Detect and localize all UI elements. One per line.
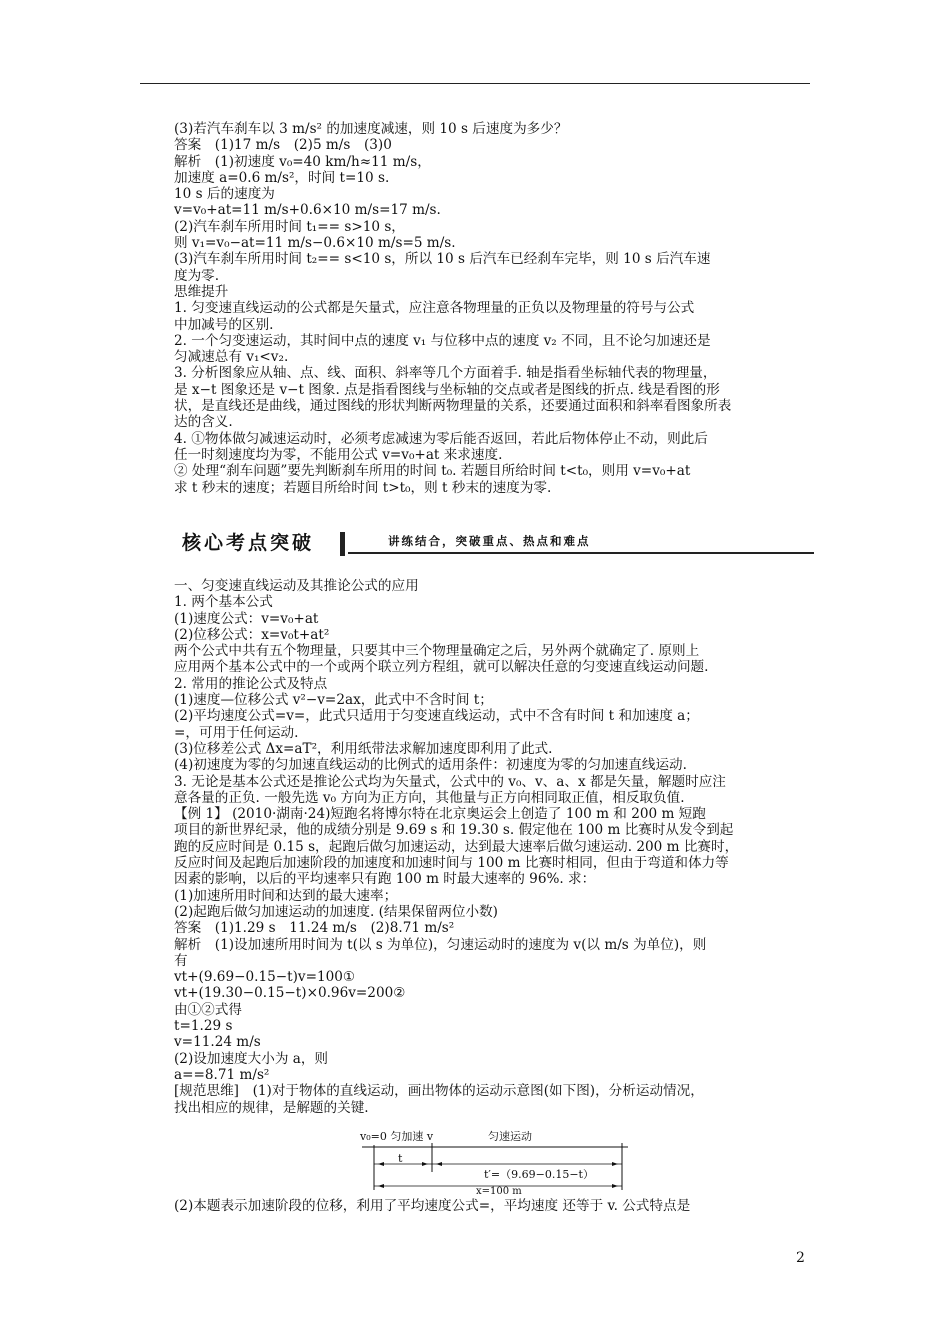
- text-line: 【例 1】 (2010·湖南·24)短跑名将博尔特在北京奥运会上创造了 100 m 和 200 m 短跑: [174, 806, 706, 823]
- text-line: 2. 常用的推论公式及特点: [174, 675, 328, 692]
- text-line: 匀减速总有 v₁<v₂.: [174, 349, 289, 366]
- closing-text: [174, 1198, 814, 1214]
- banner-divider: [340, 532, 345, 556]
- header-rule: [140, 83, 810, 84]
- text-line: 应用两个基本公式中的一个或两个联立列方程组，就可以解决任意的匀变速直线运动问题.: [174, 659, 709, 676]
- text-line: vt+(9.69−0.15−t)v=100①: [174, 969, 356, 986]
- text-line: (3)位移差公式 Δx=aT²，利用纸带法求解加速度即利用了此式.: [174, 740, 553, 757]
- text-line: 答案 (1)17 m/s (2)5 m/s (3)0: [174, 137, 392, 154]
- text-line: (2)设加速度大小为 a，则: [174, 1050, 329, 1067]
- text-line: 10 s 后的速度为: [174, 186, 275, 203]
- text-line: (2)平均速度公式=v=，此式只适用于匀变速直线运动，式中不含有时间 t 和加速度 a；: [174, 708, 699, 725]
- text-line: v=v₀+at=11 m/s+0.6×10 m/s=17 m/s.: [174, 202, 441, 219]
- diagram-label-tprime: t′=（9.69−0.15−t）: [484, 1168, 594, 1181]
- text-line: 加速度 a=0.6 m/s²，时间 t=10 s.: [174, 169, 390, 186]
- text-line: (1)速度公式：v=v₀+at: [174, 610, 319, 627]
- text-line: ② 处理“刹车问题”要先判断刹车所用的时间 t₀. 若题目所给时间 t<t₀，则用 v=v₀+at: [174, 463, 691, 480]
- diagram-label-uniform: 匀速运动: [488, 1130, 532, 1143]
- text-line: (2)汽车刹车所用时间 t₁== s>10 s，: [174, 218, 405, 235]
- text-line: vt+(19.30−0.15−t)×0.96v=200②: [174, 985, 406, 1002]
- text-line: 有: [174, 952, 188, 969]
- diagram-label-x: x=100 m: [476, 1186, 522, 1197]
- text-line: (3)若汽车刹车以 3 m/s² 的加速度减速，则 10 s 后速度为多少？: [174, 121, 568, 137]
- text-line: =，可用于任何运动.: [174, 724, 299, 741]
- diagram-label-start: v₀=0 匀加速 v: [360, 1130, 434, 1143]
- text-line: 意各量的正负. 一般先选 v₀ 方向为正方向，其他量与正方向相同取正值，相反取负值.: [174, 789, 685, 806]
- text-line: a==8.71 m/s²: [174, 1066, 270, 1083]
- page-number: 2: [796, 1250, 805, 1266]
- text-line: 一、匀变速直线运动及其推论公式的应用: [174, 578, 419, 594]
- text-line: (1)速度—位移公式 v²−v=2ax，此式中不含时间 t；: [174, 692, 493, 709]
- text-line: 跑的反应时间是 0.15 s，起跑后做匀加速运动，达到最大速率后做匀速运动. 200 m 比赛时，: [174, 838, 739, 855]
- text-line: v=11.24 m/s: [174, 1034, 261, 1051]
- text-line: 找出相应的规律，是解题的关键.: [174, 1099, 369, 1116]
- text-line: 1. 两个基本公式: [174, 594, 273, 611]
- text-line: 反应时间及起跑后加速阶段的加速度和加速时间与 100 m 比赛时相同，但由于弯道和体力等: [174, 855, 729, 872]
- text-line: 任一时刻速度均为零，不能用公式 v=v₀+at 来求速度.: [174, 446, 503, 463]
- text-line: 解析 (1)设加速所用时间为 t(以 s 为单位)，匀速运动时的速度为 v(以 m/s 为单位)，则: [174, 936, 707, 953]
- text-line: 中加减号的区别.: [174, 316, 274, 333]
- text-line: (2)本题表示加速阶段的位移，利用了平均速度公式=，平均速度 还等于 v. 公式特点是: [174, 1198, 691, 1214]
- text-line: (4)初速度为零的匀加速直线运动的比例式的适用条件：初速度为零的匀加速直线运动.: [174, 757, 687, 774]
- text-line: 解析 (1)初速度 v₀=40 km/h≈11 m/s，: [174, 153, 431, 170]
- core-points-text: [174, 578, 814, 1116]
- text-line: (2)位移公式：x=v₀t+at²: [174, 626, 330, 643]
- banner-title: 核心考点突破: [182, 532, 315, 554]
- text-line: 项目的新世界纪录，他的成绩分别是 9.69 s 和 19.30 s. 假定他在 100 m 比赛时从发令到起: [174, 822, 734, 839]
- text-line: [规范思维] (1)对于物体的直线运动，画出物体的运动示意图(如下图)，分析运动情况，: [174, 1083, 704, 1100]
- text-line: 度为零.: [174, 267, 220, 284]
- text-line: 2. 一个匀变速运动，其时间中点的速度 v₁ 与位移中点的速度 v₂ 不同，且不论匀加速还是: [174, 332, 711, 349]
- text-line: 由①②式得: [174, 1001, 242, 1018]
- text-line: 1. 匀变速直线运动的公式都是矢量式，应注意各物理量的正负以及物理量的符号与公式: [174, 300, 695, 317]
- text-line: (2)起跑后做匀加速运动的加速度. (结果保留两位小数): [174, 903, 498, 920]
- text-line: 3. 分析图象应从轴、点、线、面积、斜率等几个方面着手. 轴是指看坐标轴代表的物理量，: [174, 365, 717, 382]
- text-line: 3. 无论是基本公式还是推论公式均为矢量式，公式中的 v₀、v、a、x 都是矢量，解题时应注: [174, 773, 726, 790]
- text-line: (1)加速所用时间和达到的最大速率；: [174, 887, 398, 904]
- banner-underline: [348, 552, 814, 554]
- section-banner: [174, 530, 814, 556]
- banner-subtitle: 讲练结合，突破重点、热点和难点: [388, 534, 591, 548]
- text-line: 则 v₁=v₀−at=11 m/s−0.6×10 m/s=5 m/s.: [174, 235, 456, 252]
- text-line: 答案 (1)1.29 s 11.24 m/s (2)8.71 m/s²: [174, 920, 455, 937]
- text-line: 求 t 秒末的速度；若题目所给时间 t>t₀，则 t 秒末的速度为零.: [174, 479, 552, 496]
- diagram-label-t: t: [398, 1152, 403, 1165]
- text-line: 达的含义.: [174, 414, 233, 431]
- solution-and-summary-text: [174, 121, 814, 496]
- text-line: 因素的影响，以后的平均速率只有跑 100 m 时最大速率的 96%. 求：: [174, 871, 596, 888]
- text-line: 是 x−t 图象还是 v−t 图象. 点是指看图线与坐标轴的交点或者是图线的折点. 线是看图的形: [174, 381, 720, 398]
- text-line: t=1.29 s: [174, 1018, 233, 1035]
- text-line: 4. ①物体做匀减速运动时，必须考虑减速为零后能否返回，若此后物体停止不动，则此后: [174, 430, 708, 447]
- text-line: 思维提升: [174, 283, 229, 300]
- text-line: 两个公式中共有五个物理量，只要其中三个物理量确定之后，另外两个就确定了. 原则上: [174, 643, 700, 660]
- text-line: 状，是直线还是曲线，通过图线的形状判断两物理量的关系，还要通过面积和斜率看图象所表: [174, 398, 732, 415]
- text-line: (3)汽车刹车所用时间 t₂== s<10 s，所以 10 s 后汽车已经刹车完毕，则 10 s 后汽车速: [174, 251, 711, 268]
- motion-diagram: [360, 1126, 630, 1196]
